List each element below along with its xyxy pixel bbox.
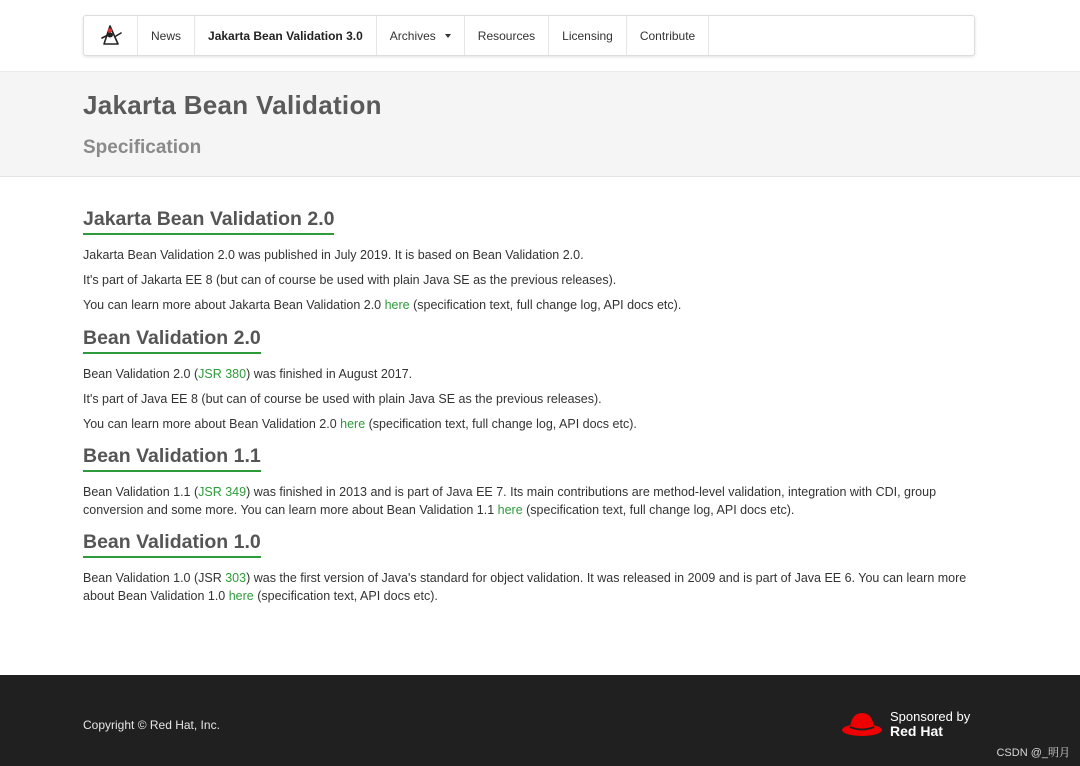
nav-licensing[interactable] (549, 16, 627, 55)
text: Bean Validation 1.0 (JSR (83, 571, 226, 585)
sponsor-text (890, 709, 970, 739)
text: (specification text, full change log, API docs etc). (409, 298, 682, 312)
nav-news[interactable] (138, 16, 195, 55)
main-content (83, 208, 975, 613)
home-logo-link[interactable] (84, 16, 138, 55)
nav-contribute-label: Contribute (639, 28, 696, 43)
section-heading: Jakarta Bean Validation 2.0 (83, 208, 334, 235)
duke-mascot-icon (98, 24, 124, 48)
text: (specification text, full change log, API docs etc). (365, 416, 637, 431)
section-bv-2-0 (83, 327, 975, 434)
jsr-380-link[interactable]: JSR 380 (198, 366, 247, 381)
hero-banner (0, 71, 1080, 177)
text: Bean Validation 2.0 ( (83, 366, 199, 381)
nav-contribute[interactable] (627, 16, 709, 55)
text: (specification text, full change log, API docs etc). (522, 502, 795, 517)
text: Bean Validation 1.1 ( (83, 485, 199, 499)
copyright-text: Copyright © Red Hat, Inc. (83, 718, 220, 732)
nav-jakarta-bean-validation-3[interactable] (195, 16, 377, 55)
jsr-349-link[interactable]: JSR 349 (198, 485, 247, 499)
redhat-hat-icon (840, 708, 884, 740)
text: ) was finished in August 2017. (246, 366, 413, 381)
redhat-sponsor-link[interactable] (840, 708, 970, 740)
section-bv-1-0 (83, 531, 975, 605)
section-jakarta-bv-2-0 (83, 208, 975, 315)
nav-news-label: News (151, 28, 182, 43)
chevron-down-icon (445, 34, 451, 38)
page-subtitle: Specification (83, 137, 202, 158)
csdn-watermark: CSDN @_明月 (996, 747, 1070, 759)
text: You can learn more about Jakarta Bean Validation 2.0 (83, 298, 385, 312)
here-link[interactable]: here (340, 416, 366, 431)
paragraph (83, 484, 975, 519)
section-heading: Bean Validation 1.1 (83, 445, 261, 472)
nav-archives-dropdown[interactable] (377, 16, 465, 55)
paragraph: It's part of Java EE 8 (but can of course be used with plain Java SE as the previous releases). (83, 391, 602, 406)
paragraph (83, 416, 975, 434)
redhat-brand-label: Red Hat (890, 723, 943, 739)
nav-archives-label: Archives (389, 28, 436, 43)
section-heading: Bean Validation 1.0 (83, 531, 261, 558)
jsr-303-link[interactable]: 303 (225, 571, 247, 585)
footer (0, 675, 1080, 766)
paragraph: It's part of Jakarta EE 8 (but can of course be used with plain Java SE as the previous releases). (83, 273, 617, 287)
paragraph: Jakarta Bean Validation 2.0 was published in July 2019. It is based on Bean Validation 2.0. (83, 248, 584, 262)
nav-resources[interactable] (465, 16, 549, 55)
nav-jakarta-label: Jakarta Bean Validation 3.0 (208, 28, 363, 43)
section-bv-1-1 (83, 445, 975, 519)
here-link[interactable]: here (228, 588, 254, 603)
paragraph (83, 570, 975, 605)
top-navbar (83, 15, 975, 56)
section-heading: Bean Validation 2.0 (83, 327, 261, 354)
here-link[interactable]: here (497, 502, 523, 517)
paragraph (83, 366, 975, 384)
sponsored-by-label: Sponsored by (890, 709, 971, 724)
here-link[interactable]: here (384, 298, 410, 312)
nav-resources-label: Resources (477, 28, 536, 43)
page-title: Jakarta Bean Validation (83, 90, 382, 120)
text: You can learn more about Bean Validation 2.0 (83, 416, 341, 431)
text: ) was finished in 2013 and is part of Java EE 7. Its main contributions are method-level validation, integration with CDI, group conversion and some more. You can learn more about Bean Validation 1.1 (83, 485, 937, 517)
paragraph (83, 297, 975, 315)
text: (specification text, API docs etc). (253, 588, 438, 603)
nav-licensing-label: Licensing (562, 28, 613, 43)
text: ) was the first version of Java's standard for object validation. It was released in 2009 and is part of Java EE 6. You can learn more about Bean Validation 1.0 (83, 571, 967, 603)
